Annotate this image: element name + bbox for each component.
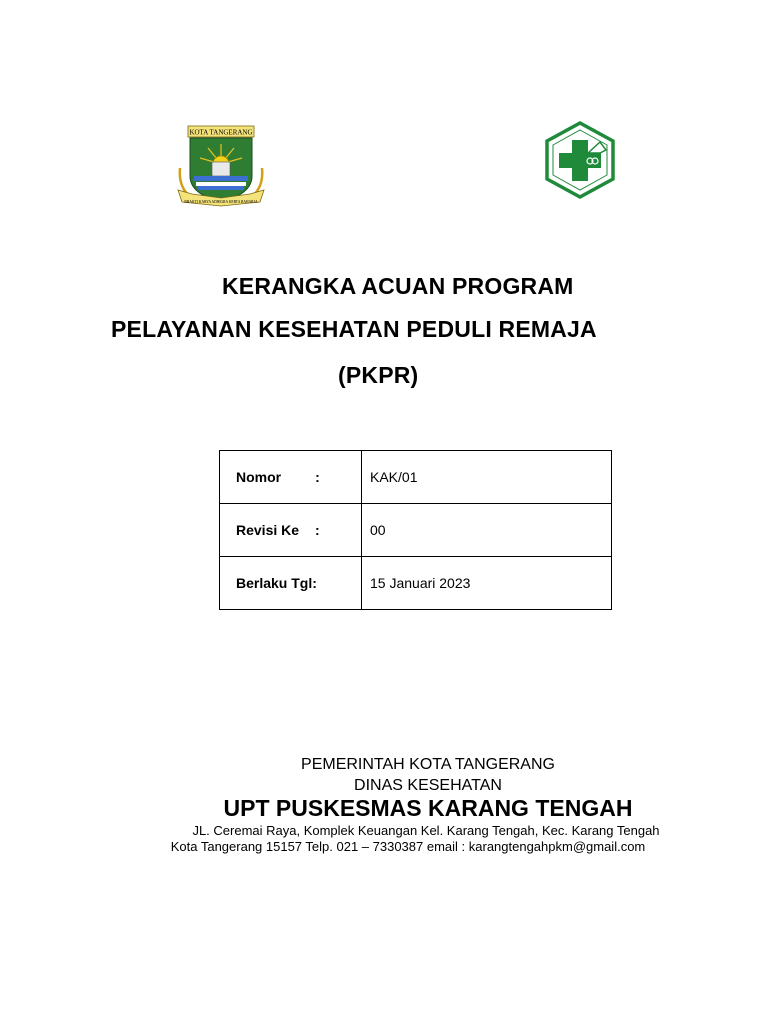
value-nomor: KAK/01 [362,451,612,504]
value-revisi: 00 [362,504,612,557]
emblem-banner-text: KOTA TANGERANG [189,128,253,137]
table-row [220,451,612,504]
document-title-line3: (PKPR) [338,362,419,388]
footer-department: DINAS KESEHATAN [354,777,502,794]
footer-address-line2: Kota Tangerang 15157 Telp. 021 – 7330387 email : karangtengahpkm@gmail.com [170,839,646,854]
table-label-cell [220,451,362,504]
footer-institution: UPT PUSKESMAS KARANG TENGAH [223,795,633,821]
label-colon: : [315,469,320,485]
footer-address-line1: JL. Ceremai Raya, Komplek Keuangan Kel. Karang Tengah, Kec. Karang Tengah [192,823,660,838]
puskesmas-cross-icon [544,120,616,200]
footer-government: PEMERINTAH KOTA TANGERANG [301,756,555,773]
label-revisi: Revisi Ke [236,522,300,538]
value-berlaku: 15 Januari 2023 [362,557,612,610]
kota-tangerang-emblem-icon [176,124,266,208]
label-colon: : [315,522,320,538]
label-nomor: Nomor [236,469,282,485]
document-title-line2: PELAYANAN KESEHATAN PEDULI REMAJA [111,316,597,342]
document-info-table [219,450,612,610]
table-row [220,504,612,557]
table-label-cell [220,504,362,557]
table-label-cell [220,557,362,610]
table-row [220,557,612,610]
label-berlaku: Berlaku Tgl: [236,575,317,591]
document-title-line1: KERANGKA ACUAN PROGRAM [222,273,574,299]
emblem-ribbon-text: BHAKTI KARYA ADHIGRA KERTA RAHARJA [184,200,258,204]
